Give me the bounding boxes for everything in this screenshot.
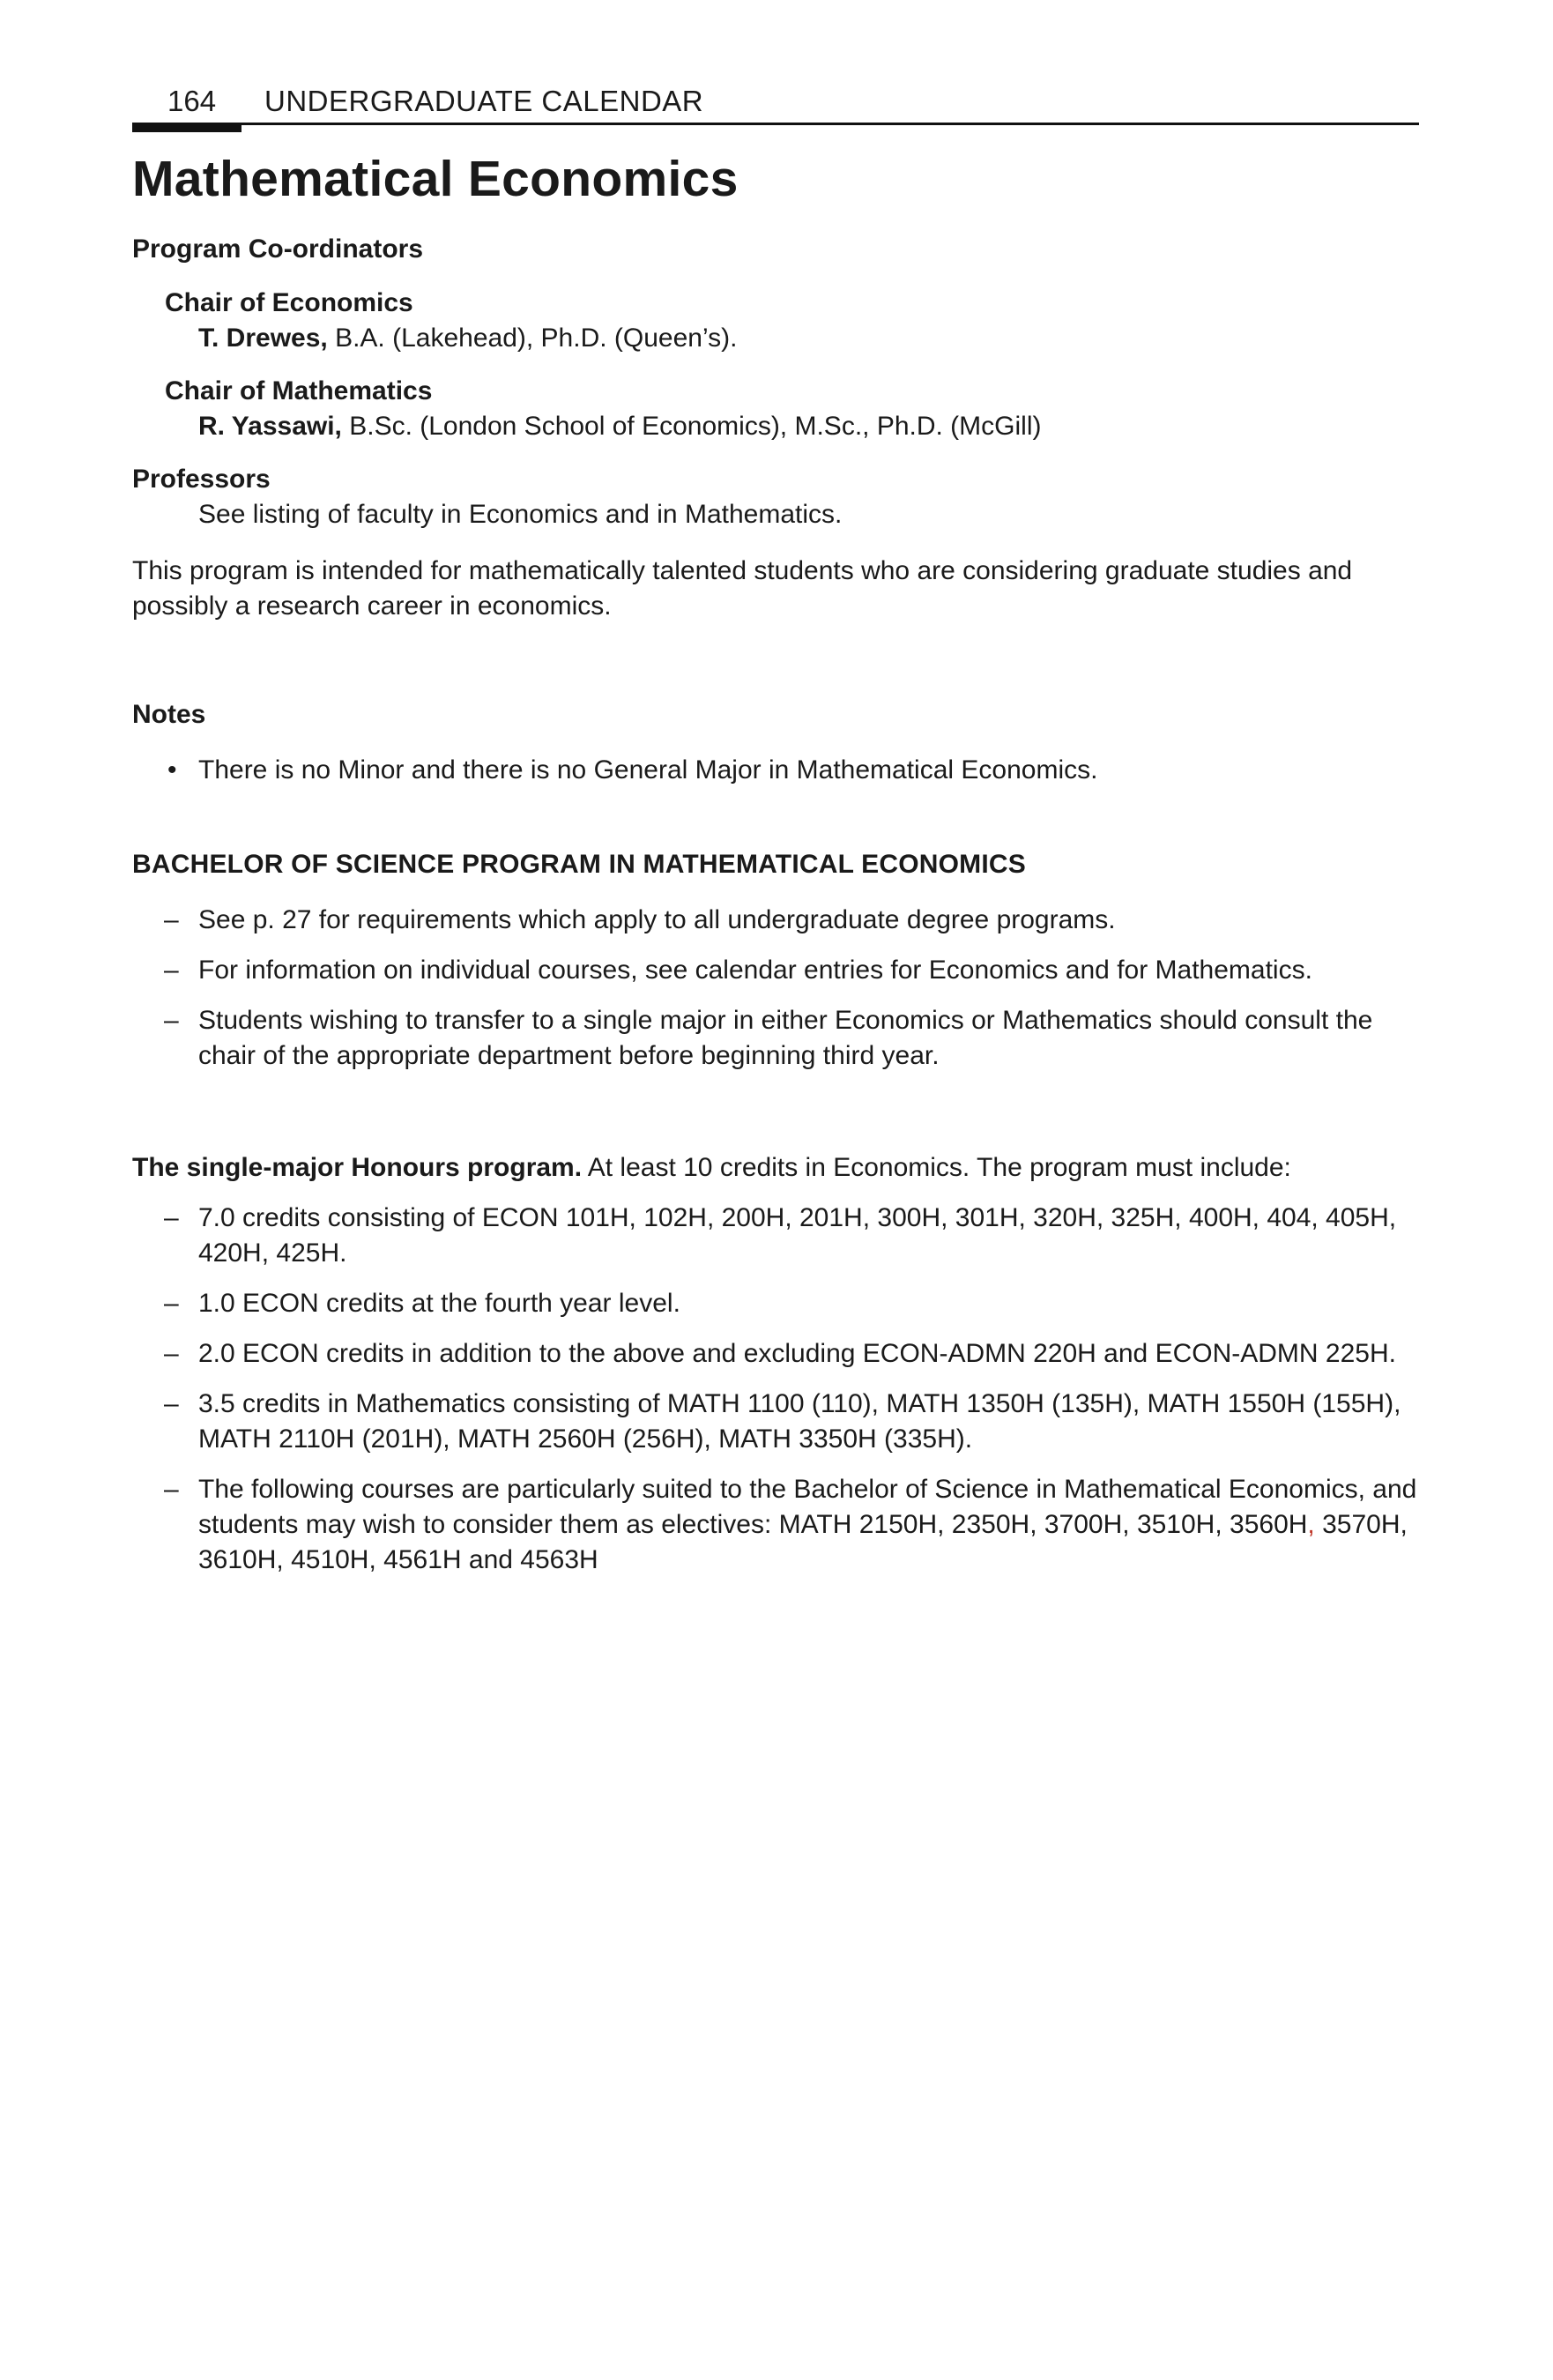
dash-icon: – <box>164 956 179 985</box>
electives-text-end: 3570H, 3610H, 4510H, 4561H and 4563H <box>198 1510 1408 1574</box>
list-item <box>132 1201 1419 1271</box>
header-tab-bar <box>132 123 241 132</box>
notes-item <box>132 753 1419 788</box>
chair-economics <box>165 286 1419 356</box>
dash-icon: – <box>164 1339 179 1368</box>
red-comma: , <box>1307 1510 1315 1539</box>
list-item-text: 1.0 ECON credits at the fourth year level. <box>198 1289 680 1318</box>
list-item <box>132 1286 1419 1321</box>
honours-intro <box>132 1150 1419 1186</box>
section-gap <box>132 1089 1419 1150</box>
professors-heading: Professors <box>132 465 271 494</box>
notes-heading: Notes <box>132 700 206 729</box>
dash-icon: – <box>164 1475 179 1504</box>
list-item <box>132 1472 1419 1578</box>
dash-icon: – <box>164 1289 179 1318</box>
list-item-text: Students wishing to transfer to a single major in either Economics or Mathematics should consult the chair of the appropriate department before beginning third year. <box>198 1006 1373 1070</box>
chair-mathematics <box>165 374 1419 444</box>
notes-item-text: There is no Minor and there is no General Major in Mathematical Economics. <box>198 755 1098 785</box>
chair-title: Chair of Economics <box>165 288 413 317</box>
coordinators-heading: Program Co-ordinators <box>132 234 424 264</box>
chair-title: Chair of Mathematics <box>165 376 433 405</box>
honours-text: At least 10 credits in Economics. The program must include: <box>582 1153 1291 1182</box>
chair-credentials: B.Sc. (London School of Economics), M.Sc., Ph.D. (McGill) <box>341 412 1042 441</box>
list-item-text <box>198 1475 1416 1574</box>
bsc-heading: BACHELOR OF SCIENCE PROGRAM IN MATHEMATICAL ECONOMICS <box>132 850 1026 879</box>
list-item <box>132 903 1419 938</box>
list-item-text: For information on individual courses, see calendar entries for Economics and for Mathematics. <box>198 956 1312 985</box>
dash-icon: – <box>164 1203 179 1232</box>
running-title: UNDERGRADUATE CALENDAR <box>264 85 704 117</box>
electives-text-start: The following courses are particularly suited to the Bachelor of Science in Mathematical Economics, and students may wish to consider them as electives: MATH 2150H, 2350H, 3700H, 3510H, 3560H <box>198 1475 1417 1539</box>
list-item-text: 3.5 credits in Mathematics consisting of MATH 1100 (110), MATH 1350H (135H), MATH 1550H (155H), MATH 2110H (201H), MATH 2560H (256H), MATH 3350H (335H). <box>198 1389 1401 1454</box>
list-item-text: 2.0 ECON credits in addition to the above and excluding ECON-ADMN 220H and ECON-ADMN 225H. <box>198 1339 1396 1368</box>
bsc-list <box>132 903 1419 1074</box>
header-rule <box>132 123 1419 125</box>
bullet-icon: • <box>167 755 177 785</box>
chair-credentials: B.A. (Lakehead), Ph.D. (Queen’s). <box>327 324 738 353</box>
chair-person <box>198 409 1419 444</box>
list-item-text: See p. 27 for requirements which apply to all undergraduate degree programs. <box>198 905 1116 934</box>
professors-text: See listing of faculty in Economics and in Mathematics. <box>198 500 843 529</box>
dash-icon: – <box>164 1006 179 1035</box>
list-item <box>132 1336 1419 1372</box>
honours-list <box>132 1201 1419 1578</box>
intro-paragraph: This program is intended for mathematically talented students who are considering graduate studies and possibly a research career in economics. <box>132 556 1353 621</box>
chair-name: T. Drewes, <box>198 324 328 353</box>
list-item-text: 7.0 credits consisting of ECON 101H, 102H, 200H, 201H, 300H, 301H, 320H, 325H, 400H, 404, 405H, 420H, 425H. <box>198 1203 1397 1268</box>
dash-icon: – <box>164 1389 179 1418</box>
page-number: 164 <box>167 85 217 117</box>
list-item <box>132 1387 1419 1457</box>
page-header <box>132 78 1419 132</box>
chair-person <box>198 321 1419 356</box>
dash-icon: – <box>164 905 179 934</box>
page-title: Mathematical Economics <box>132 151 739 207</box>
list-item <box>132 953 1419 988</box>
calendar-page <box>132 78 1419 1593</box>
honours-lead: The single-major Honours program. <box>132 1153 583 1182</box>
list-item <box>132 1003 1419 1074</box>
chair-name: R. Yassawi, <box>198 412 342 441</box>
